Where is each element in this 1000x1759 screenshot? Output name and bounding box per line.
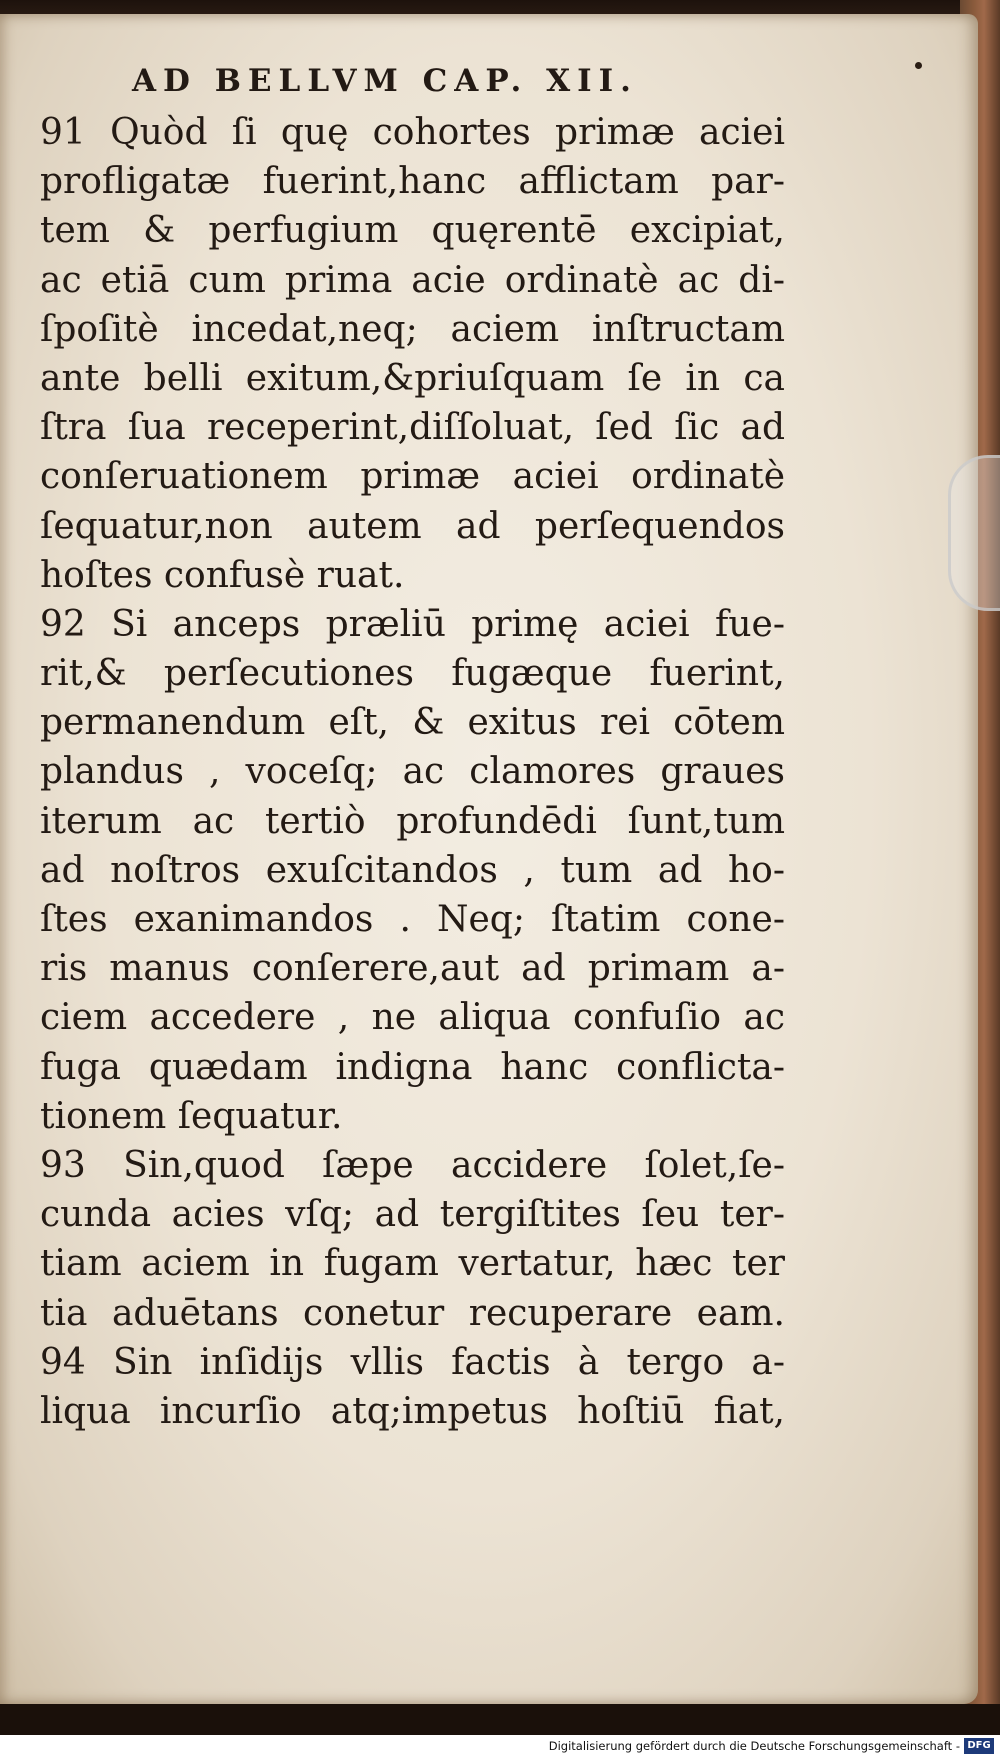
text-line: 94 Sin inſidijs vllis factis à tergo a- [40, 1341, 785, 1383]
text-line: ante belli exitum,&priuſquam ſe in ca [40, 357, 785, 399]
text-line: ad noſtros exuſcitandos , tum ad ho- [40, 849, 785, 891]
text-line: fuga quædam indigna hanc conflicta- [40, 1046, 785, 1088]
text-line: 93 Sin,quod ſæpe accidere ſolet,ſe- [40, 1144, 785, 1186]
running-head: AD BELLVM CAP. XII. [132, 63, 638, 99]
text-line: ſtra ſua receperint,diſſoluat, ſed ſic ad [40, 407, 785, 449]
text-line: ac etiā cum prima acie ordinatè ac di- [40, 259, 785, 301]
text-line: ris manus conſerere,aut ad primam a- [40, 948, 785, 990]
dfg-logo: DFG [964, 1738, 994, 1754]
text-line: 92 Si anceps præliū primę aciei fue- [40, 603, 785, 645]
text-line: 91 Quòd ſi quę cohortes primæ aciei [40, 112, 785, 153]
ink-spot [915, 62, 922, 69]
text-line: iterum ac tertiò profundēdi ſunt,tum [40, 800, 785, 842]
text-line: ſpoſitè incedat,neq; aciem inſtructam [40, 308, 785, 350]
page-clip [948, 455, 1000, 611]
text-line: profligatæ fuerint,hanc afflictam par- [40, 161, 785, 203]
text-line: liqua incurſio atq;impetus hoſtiū fiat, [40, 1390, 785, 1432]
text-line: tia aduētans conetur recuperare eam. [40, 1292, 785, 1334]
scan-background-bottom [0, 1704, 1000, 1735]
text-line: rit,& perſecutiones fugæque fuerint, [40, 653, 785, 695]
funding-credit: Digitalisierung gefördert durch die Deutsche Forschungsgemeinschaft - [548, 1739, 960, 1753]
text-line: ciem accedere , ne aliqua confuſio ac [40, 997, 785, 1039]
page-text [40, 60, 785, 1436]
text-line: permanendum eſt, & exitus rei cōtem [40, 702, 785, 744]
text-line: tionem ſequatur. [40, 1095, 343, 1137]
text-line: ſequatur,non autem ad perſequendos [40, 505, 785, 547]
text-line: ſtes exanimandos . Neq; ſtatim cone- [40, 899, 785, 940]
text-line: hoſtes confusè ruat. [40, 554, 405, 596]
text-line: plandus , voceſq; ac clamores graues [40, 751, 785, 793]
text-line: tem & perfugium quęrentē excipiat, [40, 210, 785, 252]
text-line: cunda acies vſq; ad tergiſtites ſeu ter- [40, 1194, 785, 1236]
text-line: conſeruationem primæ aciei ordinatè [40, 456, 785, 498]
text-line: tiam aciem in fugam vertatur, hæc ter [40, 1243, 785, 1285]
